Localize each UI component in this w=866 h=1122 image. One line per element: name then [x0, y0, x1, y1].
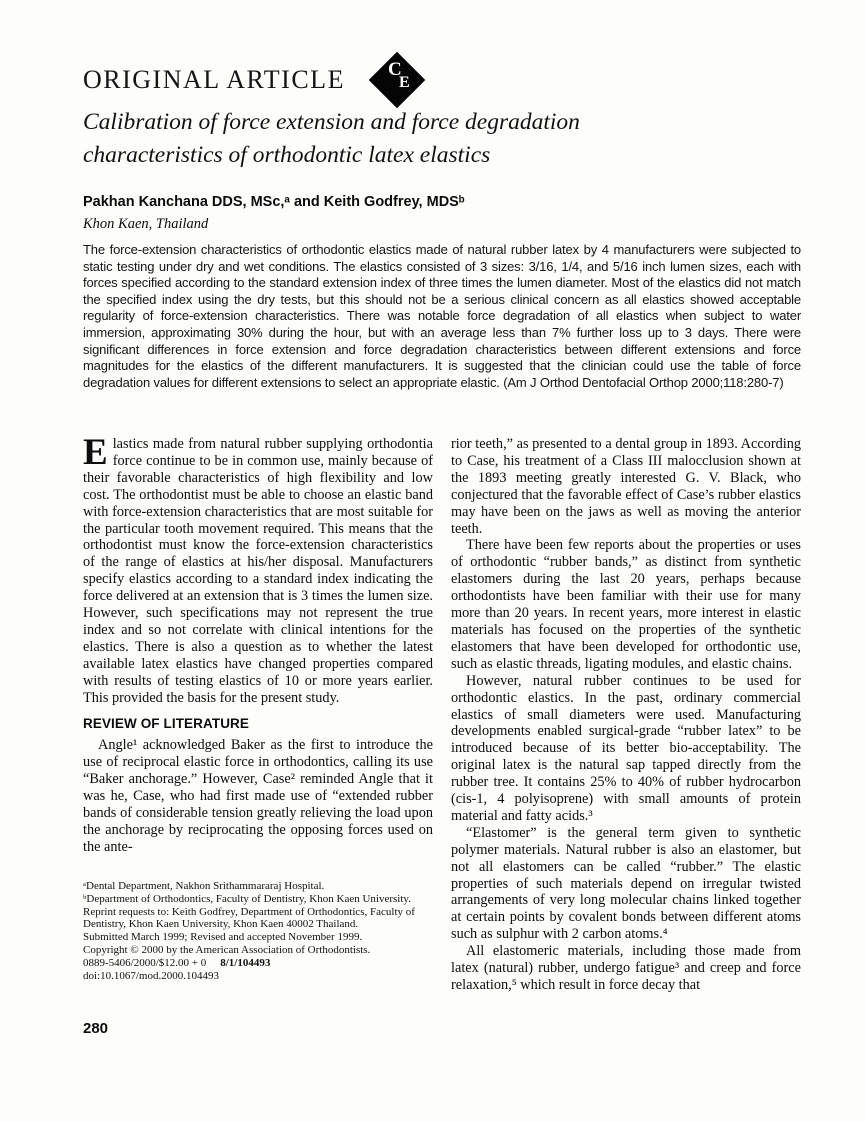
- paragraph: Angle¹ acknowledged Baker as the first to introduce the use of reciprocal elastic force in orthodontics, calling its use “Baker anchorage.” However, Case² reminded Angle that it was he, Case, who had first made use of “extended rubber bands of considerable tension greatly relieving the load upon the anchorage by reciprocating the opposing forces used on the ante-: [83, 737, 433, 855]
- paragraph: However, natural rubber continues to be used for orthodontic elastics. In the past, ordinary commercial elastics of small diameters were used. Manufacturing developments enabled surgical-grade “rubber latex” to be introduced because of its better bio-acceptability. The original latex is the natural sap tapped directly from the rubber tree. It contains 25% to 40% of rubber hydrocarbon (cis-1, 4 polyisoprene) with small amounts of protein material and fatty acids.³: [451, 672, 801, 824]
- paragraph: There have been few reports about the properties or uses of orthodontic “rubber bands,” as distinct from synthetic elastomers during the last 20 years, perhaps because orthodontists have been familiar with their use for many more than 20 years. In recent years, more interest in elastic materials has focused on the properties of the synthetic elastomers that have been developed for orthodontic use, such as elastic threads, ligating modules, and elastic chains.: [451, 537, 801, 672]
- body-columns: [83, 432, 801, 994]
- footnote-history: Submitted March 1999; Revised and accepted November 1999.: [83, 931, 363, 944]
- ce-letter-e: E: [398, 74, 410, 91]
- footnote-doi: doi:10.1067/mod.2000.104493: [83, 970, 219, 983]
- ce-credit-badge: [367, 50, 427, 110]
- footnote-affiliation-b: ᵇDepartment of Orthodontics, Faculty of Dentistry, Khon Kaen University.: [83, 892, 411, 905]
- article-title-line2: characteristics of orthodontic latex elastics: [83, 142, 491, 168]
- section-heading-review-of-literature: REVIEW OF LITERATURE: [83, 715, 249, 731]
- paragraph: “Elastomer” is the general term given to synthetic polymer materials. Natural rubber is also an elastomer, but not all elastomers can be called “rubber.” The elastic properties of such materials depend on irregular twisted arrangements of very long molecular chains linked together at certain points by covalent bonds between different atoms such as sulphur with 2 carbon atoms.⁴: [451, 824, 801, 943]
- paragraph: All elastomeric materials, including those made from latex (natural) rubber, undergo fatigue³ and creep and force relaxation,⁵ which result in force decay that: [451, 943, 801, 993]
- footnote-copyright: Copyright © 2000 by the American Association of Orthodontists.: [83, 944, 371, 957]
- author-location: Khon Kaen, Thailand: [83, 216, 209, 232]
- author-byline: Pakhan Kanchana DDS, MSc,ᵃ and Keith Godfrey, MDSᵇ: [83, 194, 465, 210]
- left-column: [83, 432, 433, 994]
- intro-paragraph: [83, 432, 433, 707]
- article-title: [83, 106, 763, 172]
- drop-cap: E: [83, 432, 108, 473]
- ce-letter-c: C: [387, 59, 402, 80]
- footnote-affiliation-a: ᵃDental Department, Nakhon Srithammararaj Hospital.: [83, 879, 325, 892]
- footnote-article-code: 8/1/104493: [220, 957, 271, 970]
- footnotes: [83, 880, 433, 983]
- right-column: [451, 436, 801, 994]
- footnote-reprint-requests: Reprint requests to: Keith Godfrey, Department of Orthodontics, Faculty of Dentistry, Khon Kaen University, Khon Kaen 40002 Thailand.: [83, 905, 415, 931]
- section-label: ORIGINAL ARTICLE: [83, 65, 345, 94]
- article-title-line1: Calibration of force extension and force degradation: [83, 109, 580, 135]
- page-number: 280: [83, 1020, 109, 1037]
- abstract: The force-extension characteristics of orthodontic elastics made of natural rubber latex by 4 manufacturers were subjected to static testing under dry and wet conditions. The elastics consisted of 3 sizes: 3/16, 1/4, and 5/16 inch lumen sizes, each with forces specified according to the standard extension index of three times the lumen diameter. Most of the elastics did not match the specified index using the dry tests, but this should not be a serious clinical concern as all elastics showed acceptable regularity of force-extension characteristics. There was notable force degradation of all elastics when subject to water immersion, approximating 30% during the hour, but with an average less than 7% further loss up to 3 days. There were significant differences in force extension and force degradation characteristics between different extensions and force magnitudes for the elastics of the different manufacturers. It is suggested that the clinician could use the table of force degradation values for different extensions to select an appropriate elastic. (Am J Orthod Dentofacial Orthop 2000;118:280-7): [83, 242, 801, 390]
- footnote-price-code: 0889-5406/2000/$12.00 + 0: [83, 957, 207, 970]
- intro-paragraph-text: lastics made from natural rubber supplying orthodontia force continue to be in common use, mainly because of their favorable characteristics of high flexibility and low cost. The orthodontist must be able to choose an elastic band with force-extension characteristics that are most suitable for the particular tooth movement required. This means that the orthodontist must know the force-extension characteristics of the range of elastics at his/her disposal. Manufacturers specify elastics according to a standard index indicating the force delivered at an extension that is 3 times the lumen size. However, such specifications may not represent the true index and so not correlate with clinical intentions for the elastics. There is also a question as to whether the latest available latex elastics have changed properties compared with results of testing elastics of 10 or more years earlier. This provided the basis for the present study.: [83, 436, 433, 706]
- paragraph: rior teeth,” as presented to a dental group in 1893. According to Case, his treatment of a Class III malocclusion shown at the 1893 meeting greatly interested G. V. Black, who conjectured that the favorable effect of Case’s rubber elastics may have been on the jaws as well as moving the anterior teeth.: [451, 436, 801, 537]
- article-header: [83, 50, 427, 110]
- footnote-codes: [83, 957, 433, 970]
